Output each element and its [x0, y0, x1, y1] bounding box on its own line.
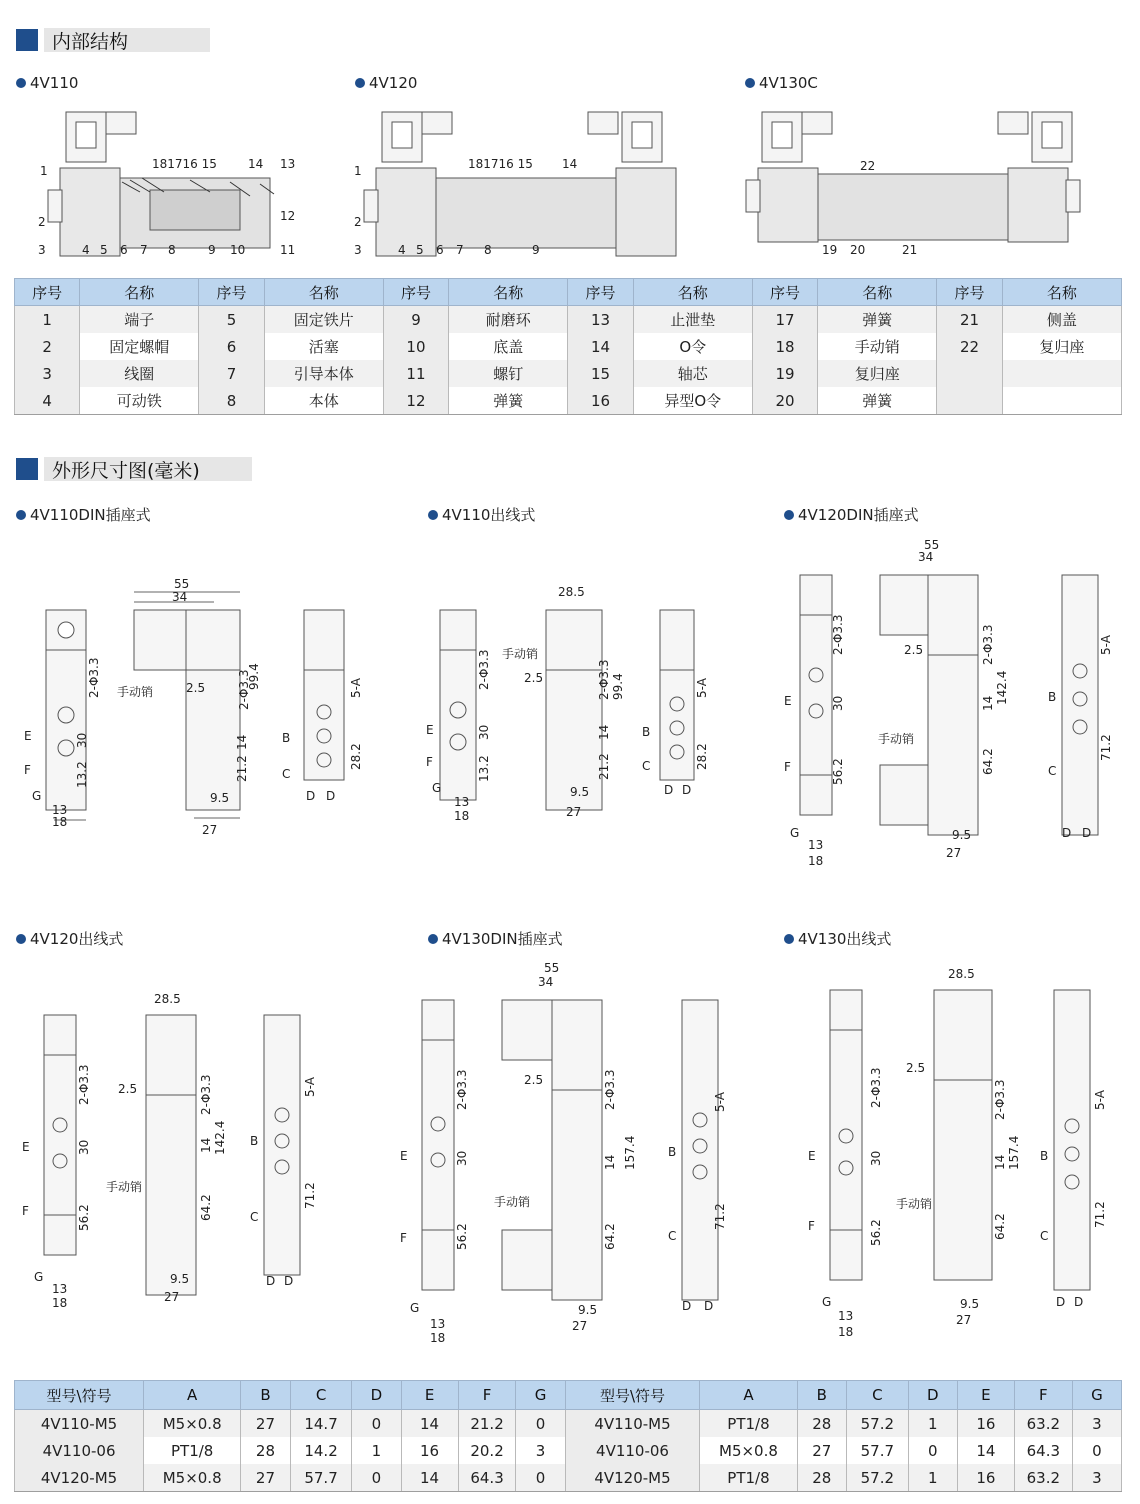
bullet-icon [355, 78, 365, 88]
svg-text:2: 2 [354, 215, 362, 229]
svg-text:F: F [784, 760, 791, 774]
svg-text:C: C [668, 1229, 677, 1243]
svg-text:64.2: 64.2 [993, 1213, 1007, 1240]
svg-text:56.2: 56.2 [831, 758, 845, 785]
dimensions-table-header: 型号\符号 A B C D E F G 型号\符号 A B C D E F G [15, 1381, 1122, 1410]
svg-text:D: D [664, 783, 674, 797]
section-title: 内部结构 [44, 28, 210, 52]
dim-drawing-4v120din [780, 535, 1120, 875]
internal-drawing-4v120 [350, 100, 710, 265]
svg-text:2-Φ3.3: 2-Φ3.3 [831, 614, 845, 655]
svg-text:14: 14 [603, 1154, 617, 1170]
svg-text:2-Φ3.3: 2-Φ3.3 [603, 1069, 617, 1110]
svg-text:18: 18 [52, 1296, 68, 1310]
svg-text:D: D [306, 789, 316, 803]
dim-drawing-4v120-wire [14, 985, 354, 1315]
svg-text:18: 18 [838, 1325, 854, 1339]
dim-label-4v110-wire: 4V110出线式 [428, 504, 535, 525]
svg-text:手动销: 手动销 [117, 685, 154, 699]
dim-label-4v130din: 4V130DIN插座式 [428, 928, 563, 949]
svg-text:6: 6 [436, 243, 444, 257]
svg-text:5-A: 5-A [695, 678, 709, 698]
svg-text:71.2: 71.2 [1093, 1201, 1107, 1228]
svg-text:8: 8 [484, 243, 492, 257]
svg-text:9.5: 9.5 [210, 791, 230, 805]
bullet-icon [16, 510, 26, 520]
svg-text:13: 13 [808, 838, 824, 852]
internal-drawing-4v130c [740, 100, 1120, 265]
svg-text:E: E [400, 1149, 408, 1163]
svg-text:13: 13 [52, 803, 68, 817]
svg-text:27: 27 [956, 1313, 972, 1327]
svg-text:157.4: 157.4 [623, 1135, 637, 1170]
bullet-icon [16, 78, 26, 88]
bullet-icon [745, 78, 755, 88]
svg-text:21.2: 21.2 [597, 753, 611, 780]
svg-text:B: B [668, 1145, 677, 1159]
section-title: 外形尺寸图(毫米) [44, 457, 252, 481]
svg-text:D: D [1062, 826, 1072, 840]
internal-drawing-4v110 [30, 100, 310, 265]
svg-text:F: F [24, 763, 31, 777]
parts-table-header: 序号 名称 序号 名称 序号 名称 序号 名称 序号 名称 序号 名称 [15, 279, 1122, 306]
svg-text:55: 55 [544, 961, 560, 975]
svg-text:D: D [682, 783, 692, 797]
svg-text:2-Φ3.3: 2-Φ3.3 [597, 659, 611, 700]
svg-text:30: 30 [455, 1150, 469, 1166]
svg-text:71.2: 71.2 [713, 1203, 727, 1230]
svg-text:12: 12 [280, 209, 296, 223]
svg-text:2-Φ3.3: 2-Φ3.3 [199, 1074, 213, 1115]
svg-text:E: E [426, 723, 434, 737]
svg-text:C: C [1048, 764, 1057, 778]
svg-text:5: 5 [100, 243, 108, 257]
svg-text:手动销: 手动销 [878, 732, 915, 746]
svg-text:D: D [266, 1274, 276, 1288]
table-row: 2 固定螺帽 6 活塞 10 底盖 14 O令 18 手动销 22 复归座 [15, 333, 1122, 360]
svg-text:30: 30 [75, 732, 89, 748]
bullet-icon [428, 510, 438, 520]
svg-text:3: 3 [38, 243, 46, 257]
svg-text:11: 11 [280, 243, 296, 257]
svg-text:18: 18 [52, 815, 68, 829]
svg-text:56.2: 56.2 [869, 1219, 883, 1246]
svg-text:34: 34 [538, 975, 554, 989]
svg-text:D: D [284, 1274, 294, 1288]
svg-text:C: C [282, 767, 291, 781]
svg-text:B: B [282, 731, 291, 745]
svg-text:手动销: 手动销 [502, 647, 539, 661]
section-header-dimensions [16, 456, 252, 482]
svg-text:27: 27 [946, 846, 962, 860]
svg-text:C: C [642, 759, 651, 773]
svg-text:30: 30 [831, 695, 845, 711]
svg-text:28.5: 28.5 [558, 585, 585, 599]
table-row: 4V120-M5 M5×0.8 27 57.7 0 14 64.3 0 4V120-M5 PT1/8 28 57.2 1 16 63.2 3 [15, 1464, 1122, 1492]
svg-text:56.2: 56.2 [455, 1223, 469, 1250]
svg-text:9.5: 9.5 [570, 785, 590, 799]
svg-text:55: 55 [174, 577, 190, 591]
svg-text:28.2: 28.2 [349, 743, 363, 770]
svg-text:55: 55 [924, 538, 940, 552]
svg-text:181716 15: 181716 15 [468, 157, 533, 171]
svg-text:D: D [326, 789, 336, 803]
svg-text:5-A: 5-A [1099, 635, 1113, 655]
svg-text:21.2: 21.2 [235, 755, 249, 782]
svg-text:21: 21 [902, 243, 918, 257]
svg-text:B: B [1048, 690, 1057, 704]
svg-text:手动销: 手动销 [896, 1197, 933, 1211]
svg-text:2-Φ3.3: 2-Φ3.3 [455, 1069, 469, 1110]
svg-text:27: 27 [202, 823, 218, 837]
table-row: 4 可动铁 8 本体 12 弹簧 16 异型O令 20 弹簧 [15, 387, 1122, 415]
svg-text:14: 14 [248, 157, 264, 171]
svg-text:10: 10 [230, 243, 246, 257]
bullet-icon [16, 934, 26, 944]
svg-text:27: 27 [164, 1290, 180, 1304]
svg-text:9.5: 9.5 [952, 828, 972, 842]
svg-text:6: 6 [120, 243, 128, 257]
svg-text:D: D [682, 1299, 692, 1313]
svg-text:E: E [808, 1149, 816, 1163]
svg-text:9: 9 [532, 243, 540, 257]
dim-label-4v120-wire: 4V120出线式 [16, 928, 123, 949]
dim-label-4v120din: 4V120DIN插座式 [784, 504, 919, 525]
svg-text:D: D [1082, 826, 1092, 840]
model-label-4v120: 4V120 [355, 74, 417, 92]
svg-text:142.4: 142.4 [995, 670, 1009, 705]
svg-text:27: 27 [572, 1319, 588, 1333]
svg-text:9.5: 9.5 [170, 1272, 190, 1286]
svg-text:G: G [432, 781, 442, 795]
svg-text:8: 8 [168, 243, 176, 257]
svg-text:9.5: 9.5 [960, 1297, 980, 1311]
svg-text:14: 14 [981, 695, 995, 711]
svg-text:14: 14 [235, 734, 249, 750]
svg-text:157.4: 157.4 [1007, 1135, 1021, 1170]
svg-text:B: B [642, 725, 651, 739]
svg-text:2-Φ3.3: 2-Φ3.3 [981, 624, 995, 665]
svg-text:3: 3 [354, 243, 362, 257]
svg-text:30: 30 [869, 1150, 883, 1166]
svg-text:99.4: 99.4 [611, 673, 625, 700]
svg-text:30: 30 [77, 1139, 91, 1155]
parts-table [14, 278, 1122, 415]
svg-text:13: 13 [430, 1317, 446, 1331]
svg-text:13.2: 13.2 [75, 761, 89, 788]
svg-text:2-Φ3.3: 2-Φ3.3 [477, 649, 491, 690]
dim-label-4v130-wire: 4V130出线式 [784, 928, 891, 949]
svg-text:13.2: 13.2 [477, 755, 491, 782]
bullet-icon [784, 510, 794, 520]
svg-text:手动销: 手动销 [494, 1195, 531, 1209]
svg-text:64.2: 64.2 [199, 1194, 213, 1221]
svg-text:20: 20 [850, 243, 866, 257]
svg-text:34: 34 [918, 550, 934, 564]
svg-text:C: C [250, 1210, 259, 1224]
model-label-4v130c: 4V130C [745, 74, 818, 92]
svg-text:27: 27 [566, 805, 582, 819]
svg-text:E: E [784, 694, 792, 708]
svg-text:99.4: 99.4 [247, 663, 261, 690]
svg-text:2.5: 2.5 [524, 671, 544, 685]
table-row: 3 线圈 7 引导本体 11 螺钉 15 轴芯 19 复归座 [15, 360, 1122, 387]
svg-text:F: F [426, 755, 433, 769]
dim-label-4v110din: 4V110DIN插座式 [16, 504, 151, 525]
bullet-icon [784, 934, 794, 944]
svg-text:71.2: 71.2 [1099, 734, 1113, 761]
svg-text:G: G [790, 826, 800, 840]
dim-drawing-4v130din [392, 960, 772, 1350]
svg-text:2-Φ3.3: 2-Φ3.3 [993, 1079, 1007, 1120]
svg-text:5-A: 5-A [713, 1092, 727, 1112]
svg-text:64.2: 64.2 [981, 748, 995, 775]
svg-text:2-Φ3.3: 2-Φ3.3 [87, 657, 101, 698]
svg-text:1: 1 [354, 164, 362, 178]
svg-text:D: D [704, 1299, 714, 1313]
svg-text:71.2: 71.2 [303, 1182, 317, 1209]
dim-drawing-4v130-wire [800, 960, 1120, 1340]
svg-text:5-A: 5-A [349, 678, 363, 698]
svg-text:9.5: 9.5 [578, 1303, 598, 1317]
svg-text:34: 34 [172, 590, 188, 604]
svg-text:4: 4 [82, 243, 90, 257]
svg-text:D: D [1074, 1295, 1084, 1309]
svg-text:14: 14 [562, 157, 578, 171]
section-marker [16, 458, 38, 480]
svg-text:2.5: 2.5 [186, 681, 206, 695]
svg-text:13: 13 [838, 1309, 854, 1323]
bullet-icon [428, 934, 438, 944]
table-row: 4V110-M5 M5×0.8 27 14.7 0 14 21.2 0 4V110-M5 PT1/8 28 57.2 1 16 63.2 3 [15, 1410, 1122, 1438]
svg-text:F: F [400, 1231, 407, 1245]
svg-text:E: E [24, 729, 32, 743]
svg-text:14: 14 [993, 1154, 1007, 1170]
svg-text:2-Φ3.3: 2-Φ3.3 [77, 1064, 91, 1105]
svg-text:18: 18 [430, 1331, 446, 1345]
svg-text:G: G [822, 1295, 832, 1309]
svg-text:5-A: 5-A [303, 1077, 317, 1097]
svg-text:181716 15: 181716 15 [152, 157, 217, 171]
dimensions-table [14, 1380, 1122, 1492]
svg-text:2.5: 2.5 [118, 1082, 138, 1096]
svg-text:18: 18 [454, 809, 470, 823]
svg-text:G: G [32, 789, 42, 803]
svg-text:14: 14 [597, 724, 611, 740]
svg-text:B: B [1040, 1149, 1049, 1163]
svg-text:5-A: 5-A [1093, 1090, 1107, 1110]
svg-text:28.5: 28.5 [154, 992, 181, 1006]
svg-text:30: 30 [477, 724, 491, 740]
svg-text:E: E [22, 1140, 30, 1154]
svg-text:22: 22 [860, 159, 876, 173]
dim-drawing-4v110din [14, 570, 394, 840]
table-row: 1 端子 5 固定铁片 9 耐磨环 13 止泄垫 17 弹簧 21 侧盖 [15, 306, 1122, 334]
svg-text:G: G [410, 1301, 420, 1315]
model-label-4v110: 4V110 [16, 74, 78, 92]
svg-text:142.4: 142.4 [213, 1120, 227, 1155]
svg-text:1: 1 [40, 164, 48, 178]
section-header-internal [16, 27, 210, 53]
svg-text:手动销: 手动销 [106, 1180, 143, 1194]
svg-text:19: 19 [822, 243, 838, 257]
svg-text:56.2: 56.2 [77, 1204, 91, 1231]
svg-text:18: 18 [808, 854, 824, 868]
svg-text:2.5: 2.5 [904, 643, 924, 657]
svg-text:13: 13 [52, 1282, 68, 1296]
table-row: 4V110-06 PT1/8 28 14.2 1 16 20.2 3 4V110-06 M5×0.8 27 57.7 0 14 64.3 0 [15, 1437, 1122, 1464]
svg-text:D: D [1056, 1295, 1066, 1309]
svg-text:F: F [22, 1204, 29, 1218]
svg-text:5: 5 [416, 243, 424, 257]
svg-text:C: C [1040, 1229, 1049, 1243]
svg-text:B: B [250, 1134, 259, 1148]
section-marker [16, 29, 38, 51]
dim-drawing-4v110-wire [420, 570, 750, 840]
svg-text:13: 13 [280, 157, 296, 171]
svg-text:9: 9 [208, 243, 216, 257]
svg-text:F: F [808, 1219, 815, 1233]
svg-text:14: 14 [199, 1137, 213, 1153]
svg-text:7: 7 [140, 243, 148, 257]
svg-text:2: 2 [38, 215, 46, 229]
svg-text:2-Φ3.3: 2-Φ3.3 [869, 1067, 883, 1108]
svg-text:2-Φ3.3: 2-Φ3.3 [237, 669, 251, 710]
svg-text:7: 7 [456, 243, 464, 257]
svg-text:2.5: 2.5 [906, 1061, 926, 1075]
svg-text:G: G [34, 1270, 44, 1284]
svg-text:28.5: 28.5 [948, 967, 975, 981]
svg-text:64.2: 64.2 [603, 1223, 617, 1250]
svg-text:28.2: 28.2 [695, 743, 709, 770]
svg-text:13: 13 [454, 795, 470, 809]
svg-text:2.5: 2.5 [524, 1073, 544, 1087]
svg-text:4: 4 [398, 243, 406, 257]
